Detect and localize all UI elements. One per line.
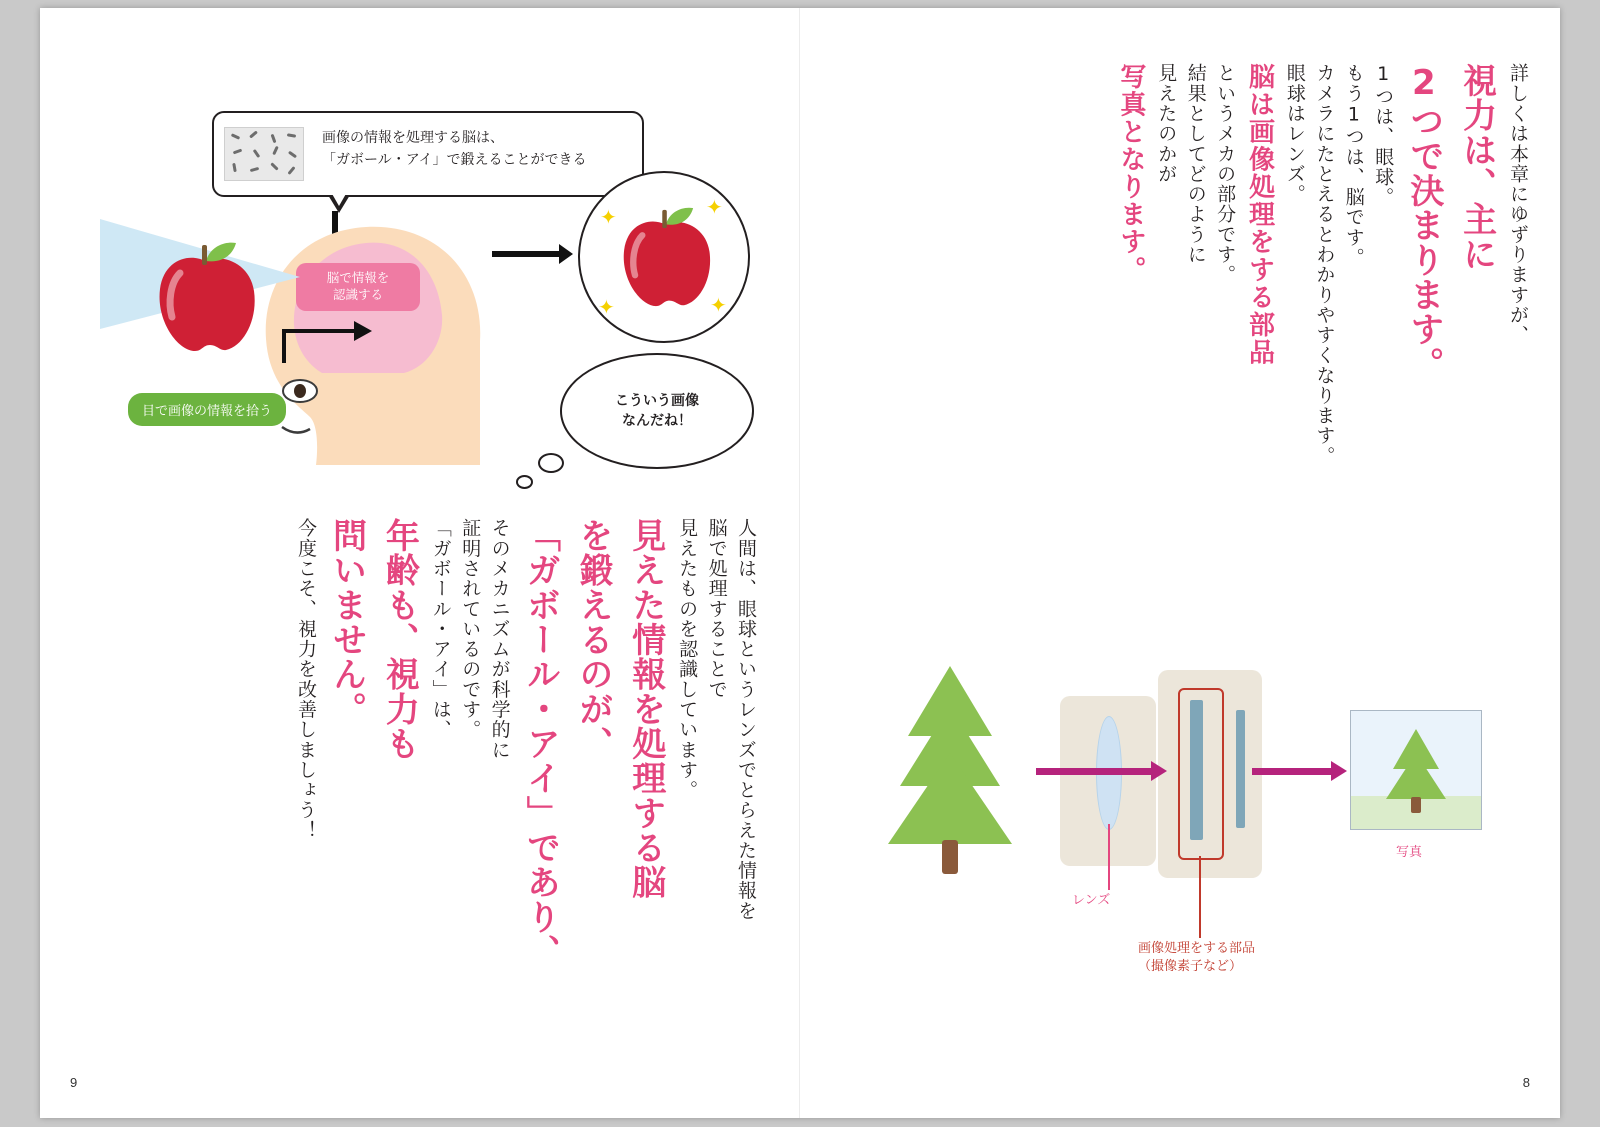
brain-to-image-arrow — [492, 251, 560, 257]
left-col-11: 問いません。 — [326, 518, 367, 727]
left-col-12: 今度こそ、視力を改善しましょう！ — [294, 518, 317, 841]
right-col-8: 脳は画像処理をする部品 — [1244, 63, 1275, 367]
page-number-right: 8 — [1522, 1075, 1530, 1090]
eye-brain-figure — [100, 83, 760, 483]
brain-pill-line2: 認識する — [332, 286, 383, 302]
right-col-4: 1つは、眼球。 — [1372, 63, 1395, 207]
right-col-5: もう1つは、脳です。 — [1342, 63, 1365, 268]
sensor-caption-line1: 画像処理をする部品 — [1138, 941, 1256, 956]
right-col-12: 写真となります。 — [1115, 63, 1146, 284]
sensor-caption — [1138, 940, 1255, 975]
sparkle-icon-3: ✦ — [598, 297, 615, 319]
lens-caption: レンズ — [1072, 893, 1111, 908]
eye-capture-pill: 目で画像の情報を拾う — [128, 393, 286, 426]
brain-pill-line1: 脳で情報を — [326, 270, 390, 285]
photo-caption: 写真 — [1396, 845, 1423, 860]
right-col-3: 2つで決まります。 — [1403, 63, 1444, 382]
callout-line-2: 「ガボール・アイ」で鍛えることができる — [322, 152, 587, 169]
left-col-2: 脳で処理することで — [705, 518, 728, 700]
lens-leader-line — [1108, 824, 1110, 890]
right-col-2: 視力は、主に — [1456, 63, 1497, 272]
sensor-leader-line — [1199, 856, 1201, 938]
right-col-10: 結果としてどのように — [1184, 63, 1207, 265]
secondary-sensor-plate — [1236, 710, 1245, 828]
light-path-arrow-2 — [1252, 768, 1332, 775]
sparkle-icon-4: ✦ — [710, 295, 727, 317]
right-col-1: 詳しくは本章にゆずりますが、 — [1507, 63, 1529, 345]
recognized-image-circle — [578, 171, 750, 343]
left-page-text-block — [291, 518, 761, 1038]
sparkle-icon-2: ✦ — [706, 197, 723, 219]
left-col-7: そのメカニズムが科学的に — [488, 518, 511, 760]
right-col-6: カメラにたとえるとわかりやすくなります。 — [1313, 63, 1336, 466]
sparkle-icon-1: ✦ — [600, 207, 617, 229]
output-photo-frame — [1350, 710, 1482, 830]
book-spread — [40, 8, 1560, 1118]
thought-bubble-dot-1 — [538, 453, 564, 473]
left-col-9: 「ガボール・アイ」は、 — [429, 518, 452, 740]
left-col-3: 見えたものを認識しています。 — [676, 518, 699, 800]
sensor-caption-line2: （撮像素子など） — [1138, 958, 1243, 974]
tree-illustration — [860, 658, 1040, 893]
right-page-text-block — [1111, 63, 1532, 583]
left-col-1: 人間は、眼球というレンズでとらえた情報を — [735, 518, 757, 921]
left-col-6: 「ガボール・アイ」であり、 — [520, 518, 561, 969]
apple-illustration-left — [140, 233, 270, 368]
left-col-8: 証明されているのです。 — [459, 518, 482, 740]
thought-bubble-dot-2 — [516, 475, 533, 489]
left-col-4: 見えた情報を処理する脳 — [625, 518, 666, 900]
left-col-5: を鍛えるのが、 — [573, 518, 613, 761]
sensor-highlight-box — [1178, 688, 1224, 860]
thought-line-2: なんだね！ — [622, 413, 692, 429]
page-right — [800, 8, 1560, 1118]
left-col-10: 年齢も、視力も — [379, 518, 420, 761]
page-left — [40, 8, 800, 1118]
thought-bubble — [560, 353, 754, 469]
right-col-11: 見えたのかが — [1155, 63, 1178, 184]
gabor-patch-icon — [224, 127, 304, 181]
page-number-left: 9 — [70, 1075, 78, 1090]
camera-analogy-figure — [860, 648, 1520, 1028]
right-col-7: 眼球はレンズ。 — [1283, 63, 1306, 204]
right-col-9: というメカの部分です。 — [1214, 63, 1237, 285]
thought-line-1: こういう画像 — [615, 392, 699, 409]
callout-line-1: 画像の情報を処理する脳は、 — [322, 130, 504, 146]
light-path-arrow-1 — [1036, 768, 1152, 775]
